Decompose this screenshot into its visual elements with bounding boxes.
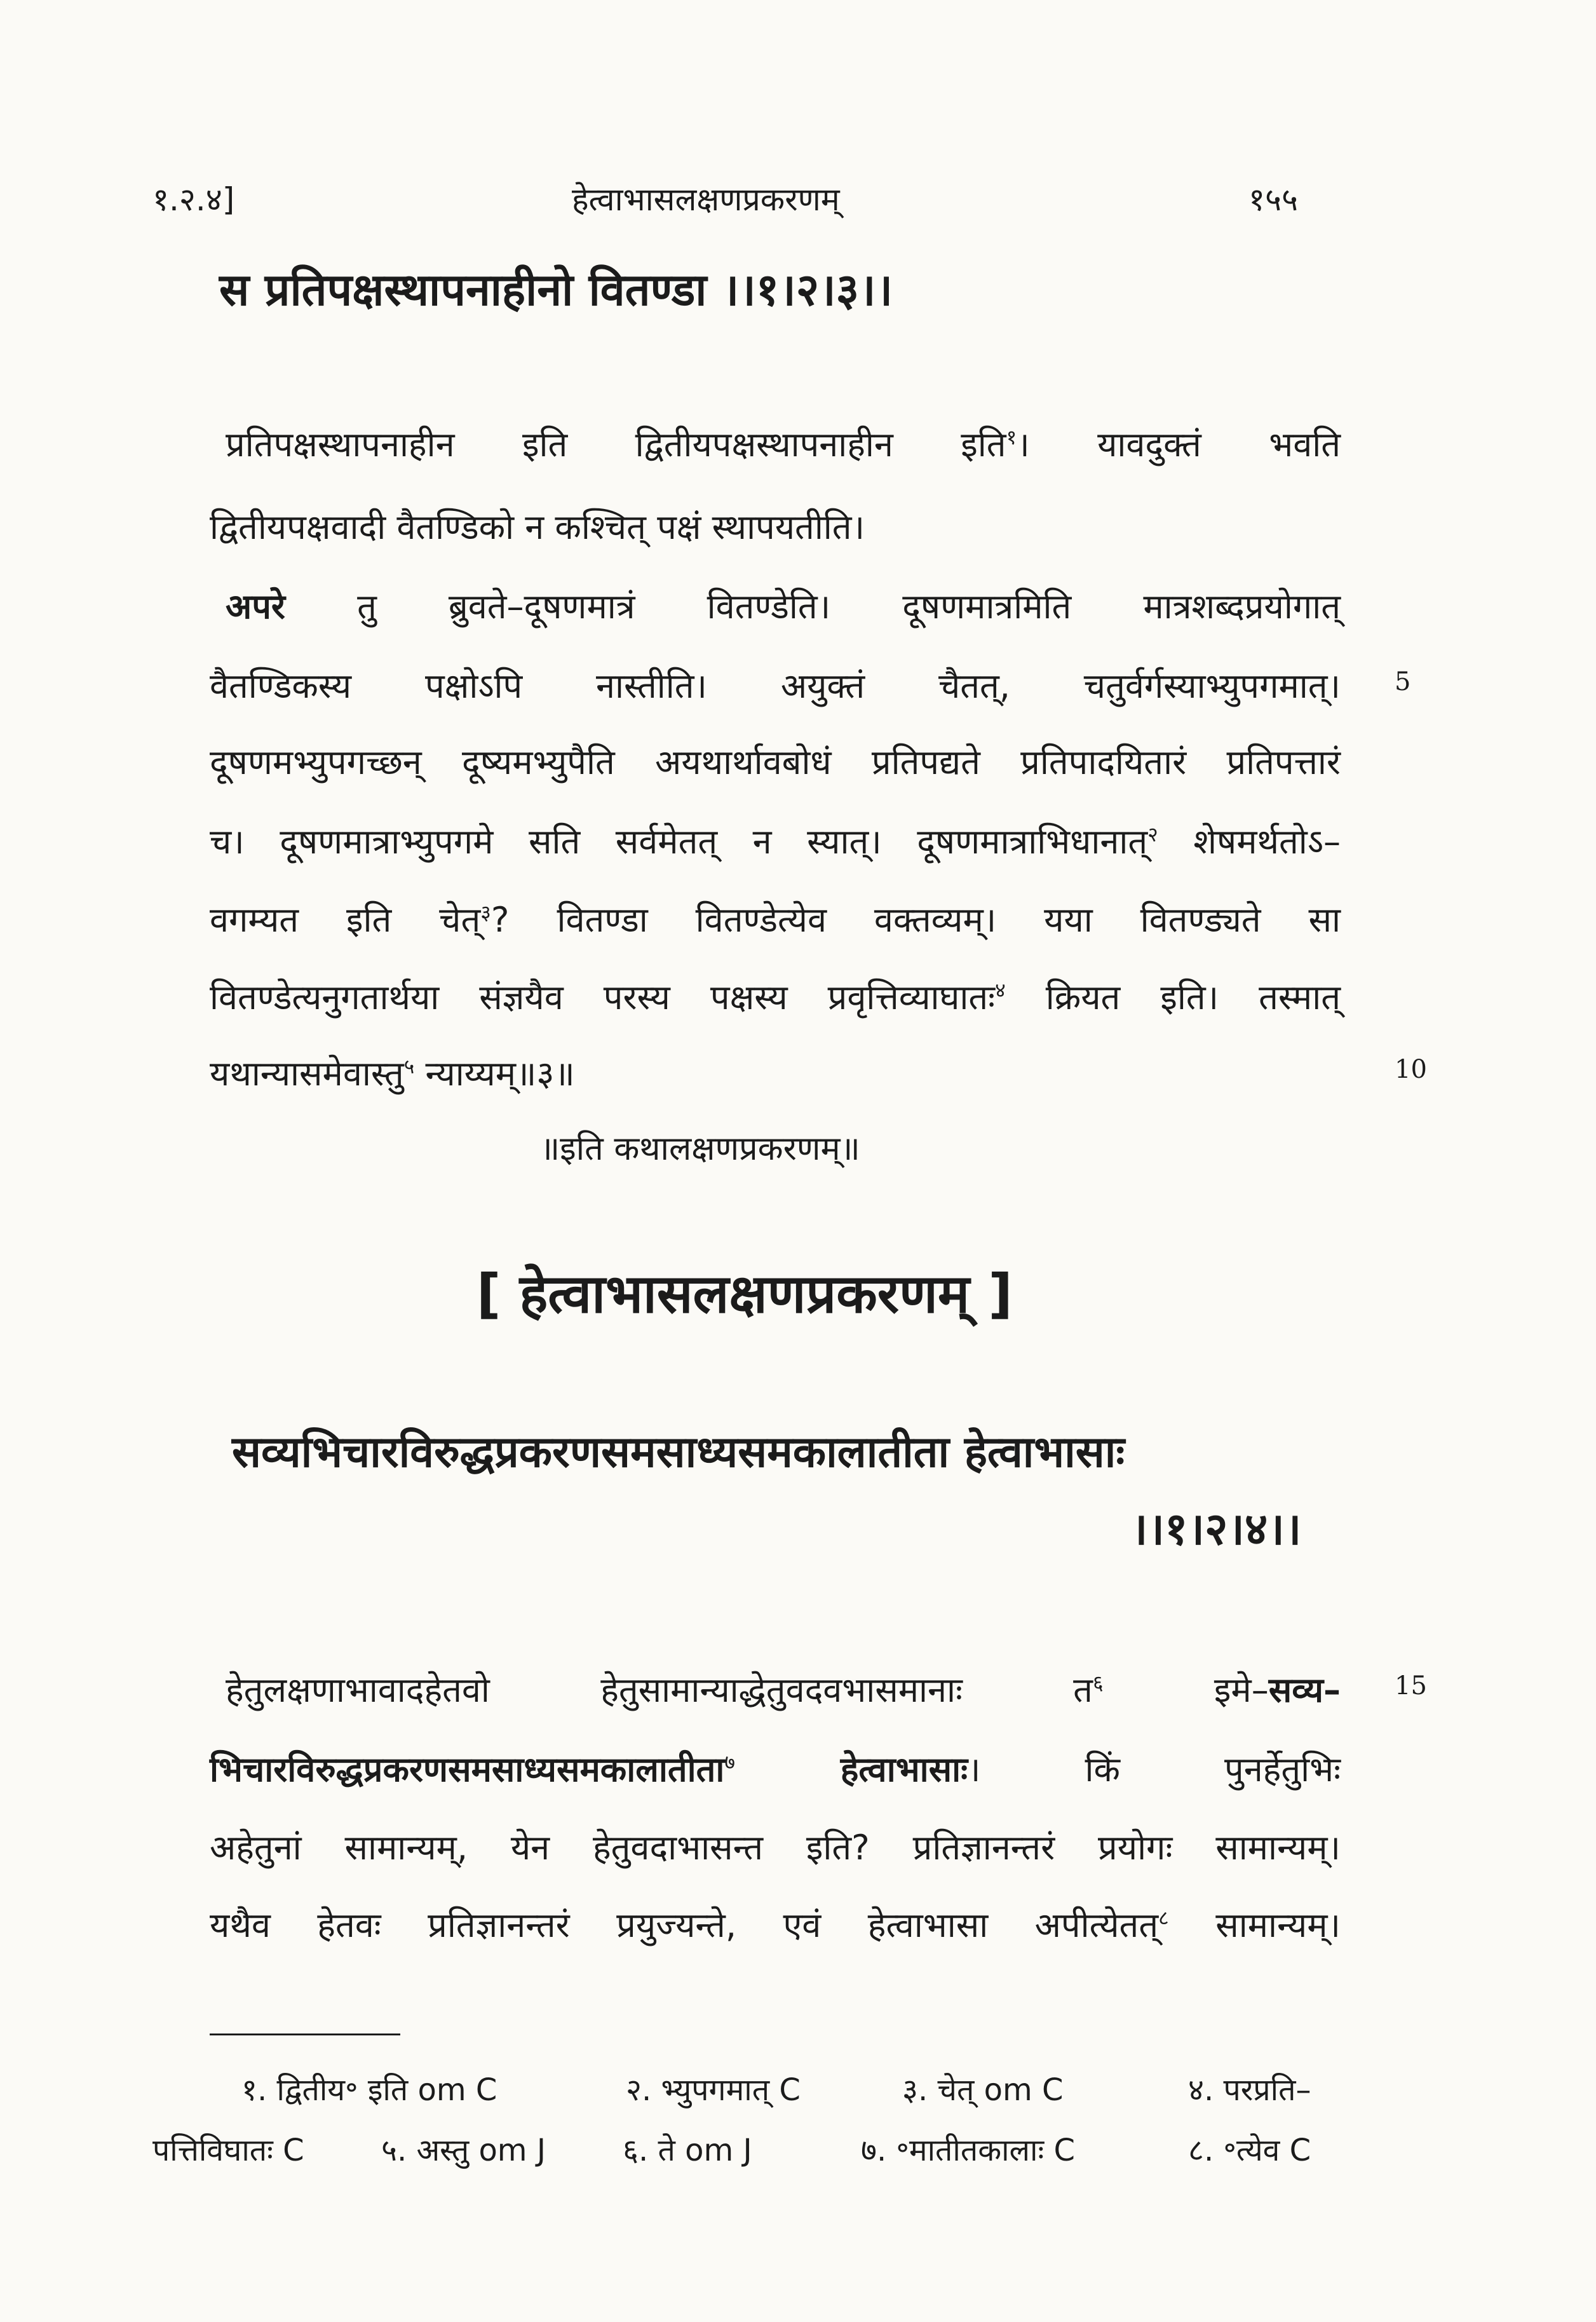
body-line — [210, 895, 1341, 942]
footnote: ७. ॰मातीतकालाः C — [861, 2133, 1075, 2168]
line-text: ? वितण्डा वितण्डेत्येव वक्तव्यम्। यया वितण्ड्यते सा — [490, 900, 1341, 940]
section-colophon: ॥इति कथालक्षणप्रकरणम्॥ — [540, 1130, 860, 1168]
footnote: ४. परप्रति– — [1188, 2072, 1311, 2108]
body-line — [226, 1665, 1341, 1712]
line-text: हेतुलक्षणाभावादहेतवो हेतुसामान्याद्धेतुवदवभासमानाः त — [226, 1670, 1093, 1710]
body-line — [210, 1744, 1341, 1791]
line-text: वगम्यत इति चेत् — [210, 900, 481, 940]
body-line — [210, 1823, 1341, 1870]
line-text: च। दूषणमात्राभ्युपगमे सति सर्वमेतत् न स्यात्। दूषणमात्राभिधानात् — [210, 822, 1148, 862]
emphasis-word: भिचारविरुद्धप्रकरणसमसाध्यसमकालातीता — [210, 1749, 725, 1789]
footnote-marker: ४ — [995, 978, 1006, 1002]
body-line — [210, 1900, 1341, 1947]
footnote: १. द्वितीय॰ इति om C — [241, 2072, 497, 2108]
line-text: वितण्डेत्यनुगतार्थया संज्ञयैव परस्य पक्षस्य प्रवृत्तिव्याघातः — [210, 977, 996, 1017]
body-line — [210, 502, 1341, 549]
line-text: न्याय्यम्॥३॥ — [414, 1054, 575, 1094]
line-number: 10 — [1395, 1055, 1427, 1084]
footnote: ५. अस्तु om J — [381, 2133, 546, 2168]
line-text: क्रियत इति। तस्मात् — [1005, 977, 1341, 1017]
footnote: पत्तिविघातः C — [152, 2133, 304, 2168]
footnote-marker: ३ — [480, 900, 491, 925]
footnote-marker: २ — [1147, 822, 1158, 846]
emphasis-word: सव्य– — [1268, 1670, 1341, 1710]
footnote: २. भ्युपगमात् C — [626, 2072, 801, 2108]
footnote: ३. चेत् om C — [902, 2072, 1064, 2108]
line-text: यथैव हेतवः प्रतिज्ञानन्तरं प्रयुज्यन्ते, एवं हेत्वाभासा अपीत्येतत् — [210, 1905, 1159, 1945]
line-text: प्रतिपक्षस्थापनाहीन इति द्वितीयपक्षस्थापनाहीन इति — [226, 424, 1006, 465]
sutra-heading: स प्रतिपक्षस्थापनाहीनो वितण्डा ।।१।२।३।। — [219, 264, 893, 316]
line-text: यथान्यासमेवास्तु — [210, 1054, 404, 1094]
body-line — [210, 1049, 1341, 1096]
footnote-marker: ७ — [724, 1750, 736, 1774]
header-section-number: १.२.४] — [152, 181, 235, 218]
body-line — [210, 737, 1341, 784]
line-number: 5 — [1395, 667, 1411, 696]
line-text: सामान्यम्। — [1168, 1905, 1341, 1945]
footnote-marker: १ — [1006, 425, 1017, 449]
line-text: वैतण्डिकस्य पक्षोऽपि नास्तीति। अयुक्तं चैतत्, चतुर्वर्गस्याभ्युपगमात्। — [210, 666, 1341, 706]
footnote: ८. ॰त्येव C — [1188, 2133, 1311, 2168]
body-line — [226, 581, 1341, 628]
emphasis-word: अपरे — [226, 587, 286, 627]
footnote-marker: ६ — [1092, 1671, 1104, 1695]
line-text: तु ब्रुवते–दूषणमात्रं वितण्डेति। दूषणमात्रमिति मात्रशब्दप्रयोगात् — [285, 587, 1341, 627]
header-page-number: १५५ — [1248, 181, 1298, 218]
body-line — [210, 817, 1341, 864]
emphasis-word: हेत्वाभासाः — [735, 1749, 968, 1789]
footnote: ६. ते om J — [623, 2133, 752, 2168]
sutra-number: ।।१।२।४।। — [1131, 1503, 1302, 1555]
line-text: । किं पुनर्हेतुभिः — [968, 1749, 1341, 1789]
footnote-rule — [210, 2033, 400, 2035]
line-number: 15 — [1395, 1671, 1427, 1701]
header-running-title: हेत्वाभासलक्षणप्रकरणम् — [572, 181, 840, 218]
line-text: अहेतुनां सामान्यम्, येन हेतुवदाभासन्त इति? प्रतिज्ञानन्तरं प्रयोगः सामान्यम्। — [210, 1828, 1341, 1868]
body-line — [210, 661, 1341, 708]
body-line — [210, 972, 1341, 1019]
line-text: इमे– — [1103, 1670, 1269, 1710]
sutra-heading: सव्यभिचारविरुद्धप्रकरणसमसाध्यसमकालातीता हेत्वाभासाः — [232, 1427, 1125, 1477]
line-text: । यावदुक्तं भवति — [1017, 424, 1341, 465]
line-text: द्वितीयपक्षवादी वैतण्डिको न कश्चित् पक्षं स्थापयतीति। — [210, 507, 865, 547]
footnote-marker: ८ — [1158, 1906, 1169, 1930]
line-text: दूषणमभ्युपगच्छन् दूष्यमभ्युपैति अयथार्थावबोधं प्रतिपद्यते प्रतिपादयितारं प्रतिपत्तारं — [210, 742, 1341, 782]
section-title: [ हेत्वाभासलक्षणप्रकरणम् ] — [477, 1263, 1013, 1325]
line-text: शेषमर्थतोऽ– — [1158, 822, 1341, 862]
footnote-marker: ५ — [403, 1054, 415, 1078]
body-line — [226, 419, 1341, 466]
